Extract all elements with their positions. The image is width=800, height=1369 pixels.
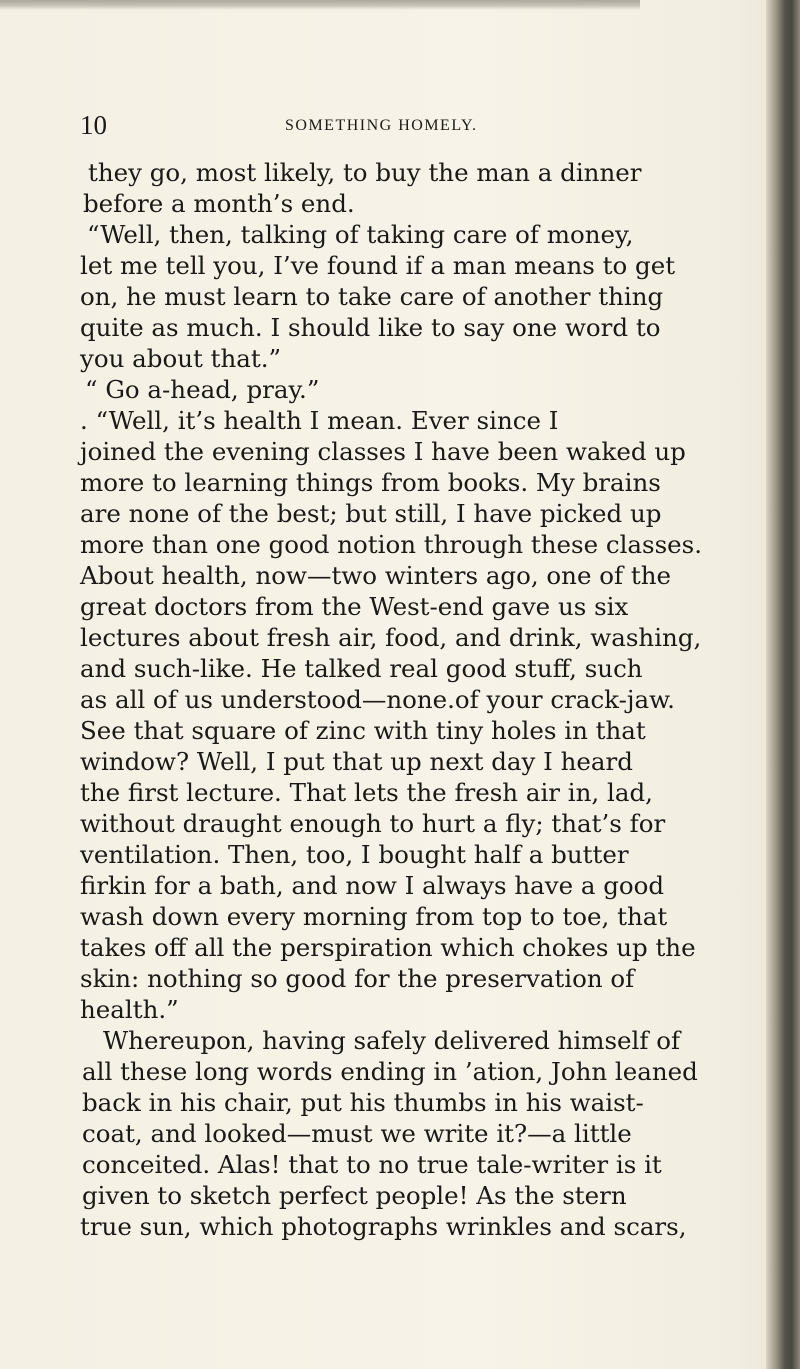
text-line: given to sketch perfect people! As the stern	[82, 1181, 627, 1210]
text-line: as all of us understood—none.of your crack-jaw.	[80, 685, 675, 714]
text-line: back in his chair, put his thumbs in his waist-	[82, 1088, 644, 1117]
text-line: you about that.”	[80, 344, 282, 373]
book-spine-edge	[766, 0, 800, 1369]
text-line: quite as much. I should like to say one word to	[80, 313, 661, 342]
text-line: health.”	[80, 995, 179, 1024]
page-header	[80, 110, 720, 140]
text-line: coat, and looked—must we write it?—a little	[82, 1119, 632, 1148]
text-line: the first lecture. That lets the fresh air in, lad,	[80, 778, 653, 807]
text-line: See that square of zinc with tiny holes in that	[80, 716, 646, 745]
text-line: window? Well, I put that up next day I heard	[80, 747, 633, 776]
text-line: on, he must learn to take care of another thing	[80, 282, 664, 311]
text-line: and such-like. He talked real good stuff, such	[80, 654, 643, 683]
text-line: joined the evening classes I have been waked up	[80, 437, 686, 466]
text-line: firkin for a bath, and now I always have a good	[80, 871, 665, 900]
text-line: “Well, then, talking of taking care of money,	[87, 220, 634, 249]
text-line: . “Well, it’s health I mean. Ever since I	[80, 406, 559, 435]
text-line: wash down every morning from top to toe, that	[80, 902, 668, 931]
text-line: more than one good notion through these classes.	[80, 530, 703, 559]
text-line: true sun, which photographs wrinkles and scars,	[80, 1212, 687, 1241]
text-line: conceited. Alas! that to no true tale-writer is it	[82, 1150, 662, 1179]
text-line: Whereupon, having safely delivered himself of	[103, 1026, 681, 1055]
text-line: skin: nothing so good for the preservation of	[80, 964, 635, 993]
text-line: are none of the best; but still, I have picked up	[80, 499, 662, 528]
text-line: they go, most likely, to buy the man a dinner	[88, 158, 642, 187]
page-top-shadow	[0, 0, 640, 10]
text-line: more to learning things from books. My brains	[80, 468, 661, 497]
text-line: takes off all the perspiration which chokes up the	[80, 933, 696, 962]
text-line: great doctors from the West-end gave us six	[80, 592, 629, 621]
page-number: 10	[80, 110, 107, 140]
text-line: all these long words ending in ’ation, John leaned	[82, 1057, 698, 1086]
text-line: let me tell you, I’ve found if a man means to get	[80, 251, 676, 280]
text-line: before a month’s end.	[83, 189, 355, 218]
text-line: “ Go a-head, pray.”	[85, 375, 320, 404]
text-line: without draught enough to hurt a fly; that’s for	[80, 809, 666, 838]
text-line: ventilation. Then, too, I bought half a butter	[80, 840, 629, 869]
text-line: About health, now—two winters ago, one of the	[80, 561, 671, 590]
running-head: SOMETHING HOMELY.	[285, 117, 478, 134]
text-line: lectures about fresh air, food, and drink, washing,	[80, 623, 702, 652]
